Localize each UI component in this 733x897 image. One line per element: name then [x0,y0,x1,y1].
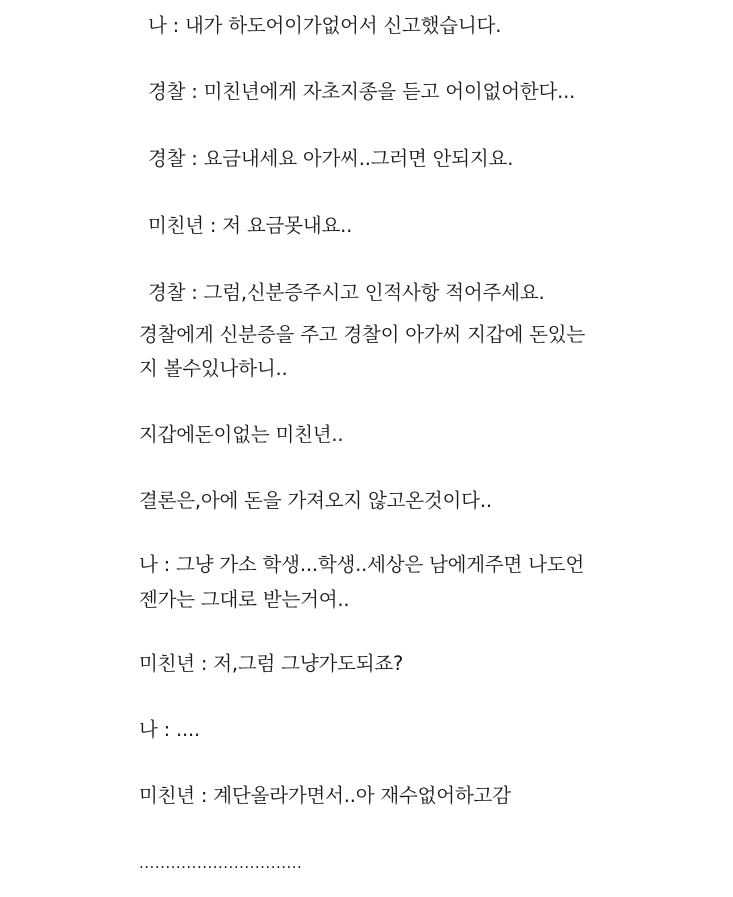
text-line: 경찰 : 요금내세요 아가씨..그러면 안되지요. [148,147,514,170]
text-line: 미친년 : 계단올라가면서..아 재수없어하고감 [139,784,511,807]
text-line: 미친년 : 저 요금못내요.. [148,214,353,237]
text-line: 나 : 그냥 가소 학생...학생..세상은 남에게주면 나도언 [139,553,585,576]
text-line: 나 : .... [139,718,200,741]
text-line: 경찰에게 신분증을 주고 경찰이 아가씨 지갑에 돈있는 [139,323,586,346]
dotted-line: ............................... [139,854,303,872]
text-line: 미친년 : 저,그럼 그냥가도되죠? [139,652,404,675]
text-line: 지 볼수있나하니.. [139,357,288,380]
text-line: 경찰 : 미친년에게 자초지종을 듣고 어이없어한다... [148,80,576,103]
text-line: 결론은,아에 돈을 가져오지 않고온것이다.. [139,489,492,512]
text-line: 경찰 : 그럼,신분증주시고 인적사항 적어주세요. [148,281,545,304]
text-line: 지갑에돈이없는 미친년.. [139,423,344,446]
text-line: 젠가는 그대로 받는거여.. [139,588,350,611]
text-line: 나 : 내가 하도어이가없어서 신고했습니다. [148,14,502,37]
